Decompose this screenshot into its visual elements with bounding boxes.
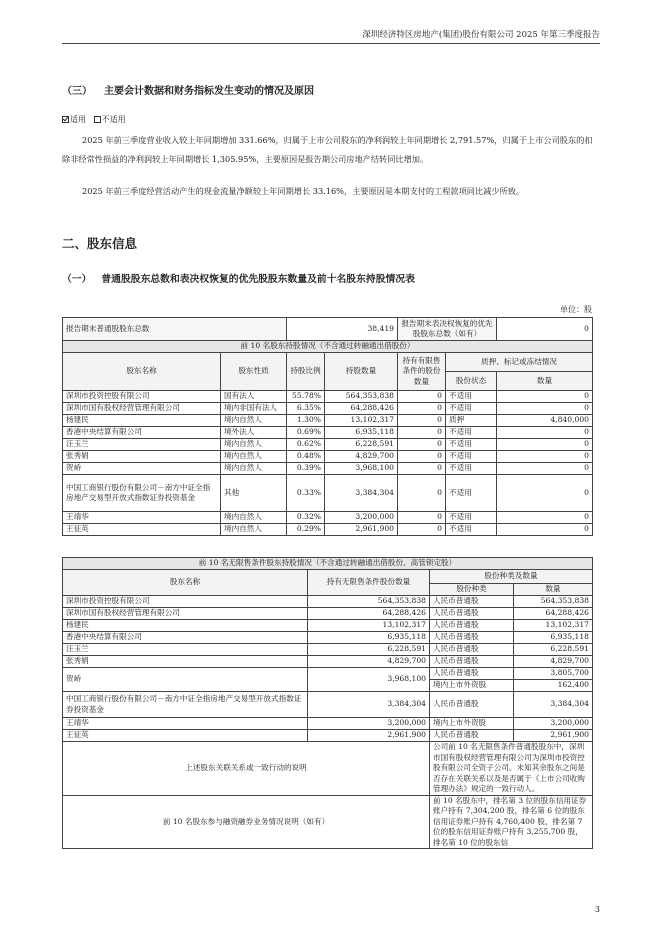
u-share-count: 564,353,838: [514, 596, 593, 608]
u-share-type: 人民币普通股: [430, 596, 514, 608]
holder-name: 杨建民: [63, 415, 221, 427]
shareholder-row: [63, 512, 593, 524]
margin-note-text: 前 10 名股东中，排名第 3 位的股东信用证券账户持有 7,304,200 股，排名第 6 位的股东信用证券账户持有 4,760,400 股，排名第 7 位的股东信用证券账户持有 3,255,700 股，排名第 10 位的股东信: [430, 795, 593, 849]
u-share-count: 3,200,000: [514, 718, 593, 730]
u-share-count: 6,935,118: [514, 632, 593, 644]
holder-pledge-count: 0: [497, 439, 593, 451]
holder-restricted: 0: [398, 403, 446, 415]
col-u-type: 股份种类: [430, 584, 514, 596]
u-holder-quantity: 3,968,100: [308, 668, 430, 692]
page-header: [62, 0, 600, 44]
holder-share-status: 不适用: [446, 475, 497, 512]
not-applicable-label: 不适用: [101, 115, 126, 124]
holder-share-status: 不适用: [446, 403, 497, 415]
u-share-count: 6,228,591: [514, 644, 593, 656]
related-note-text: 公司前 10 名无限售条件普通股股东中，深圳市国有股权经营管理有限公司为深圳市投资控股有限公司全资子公司。未知其余股东之间是否存在关联关系以及是否属于《上市公司收购管理办法》规定的一致行动人。: [430, 742, 593, 796]
u-holder-quantity: 2,961,900: [308, 730, 430, 742]
subsection-title: 普通股股东总数和表决权恢复的优先股股东数量及前十名股东持股情况表: [101, 274, 415, 285]
shareholder-row: [63, 427, 593, 439]
holder-ratio: 0.48%: [287, 451, 325, 463]
unrestricted-caption-row: [63, 558, 593, 570]
holder-name: 张秀娟: [63, 451, 221, 463]
u-share-type: 人民币普通股: [430, 632, 514, 644]
unrestricted-row: [63, 632, 593, 644]
holder-nature: 境内自然人: [221, 451, 287, 463]
holder-name: 中国工商银行股份有限公司－南方中证全指房地产交易型开放式指数证券投资基金: [63, 475, 221, 512]
u-share-type: 人民币普通股: [430, 668, 514, 680]
holder-share-status: 不适用: [446, 463, 497, 475]
u-holder-quantity: 3,200,000: [308, 718, 430, 730]
u-share-count: 3,805,700: [514, 668, 593, 680]
shareholder-row: [63, 475, 593, 512]
holder-quantity: 564,353,838: [325, 391, 398, 403]
holder-restricted: 0: [398, 391, 446, 403]
unrestricted-row: [63, 692, 593, 718]
unrestricted-row: [63, 718, 593, 730]
holder-share-status: 不适用: [446, 391, 497, 403]
u-holder-quantity: 64,288,426: [308, 608, 430, 620]
holder-restricted: 0: [398, 427, 446, 439]
shareholder-row: [63, 451, 593, 463]
unit-label: 单位：股: [560, 305, 592, 314]
u-share-count: 64,288,426: [514, 608, 593, 620]
revenue-paragraph: 2025 年前三季度营业收入较上年同期增加 331.66%，归属于上市公司股东的净利润较上年同期增长 2,791.57%，归属于上市公司股东的扣除非经常性损益的净利润较上年同期增长 1,305.95%，主要原因是报告期公司房地产结转同比增加。: [62, 135, 593, 164]
u-holder-quantity: 6,935,118: [308, 632, 430, 644]
preferred-holders-label: 报告期末表决权恢复的优先股股东总数（如有）: [398, 318, 497, 341]
shareholder-row: [63, 403, 593, 415]
u-holder-name: 香港中央结算有限公司: [63, 632, 308, 644]
shareholder-row: [63, 415, 593, 427]
unrestricted-row: [63, 668, 593, 680]
u-share-type: 人民币普通股: [430, 692, 514, 718]
col-pledge-group: 质押、标记或冻结情况: [446, 353, 593, 372]
section3-title: 主要会计数据和财务指标发生变动的情况及原因: [104, 86, 314, 97]
holder-share-status: 不适用: [446, 427, 497, 439]
holder-share-status: 不适用: [446, 451, 497, 463]
holder-quantity: 4,829,700: [325, 451, 398, 463]
holder-nature: 境内自然人: [221, 512, 287, 524]
holder-ratio: 0.69%: [287, 427, 325, 439]
holder-pledge-count: 0: [497, 391, 593, 403]
related-note-row: [63, 742, 593, 796]
section3-heading: [62, 82, 314, 97]
total-holders-label: 报告期末普通股股东总数: [63, 318, 287, 341]
top10-caption-row: [63, 341, 593, 353]
top10-caption: 前 10 名股东持股情况（不含通过转融通出借股份）: [63, 341, 593, 353]
u-holder-quantity: 564,353,838: [308, 596, 430, 608]
unrestricted-row: [63, 656, 593, 668]
unrestricted-row: [63, 644, 593, 656]
u-share-count: 2,961,900: [514, 730, 593, 742]
unrestricted-row: [63, 608, 593, 620]
col-quantity: 持股数量: [325, 353, 398, 391]
holder-restricted: 0: [398, 415, 446, 427]
shareholders-table: [62, 317, 593, 536]
u-holder-name: 汪玉兰: [63, 644, 308, 656]
holder-ratio: 0.29%: [287, 524, 325, 536]
holder-restricted: 0: [398, 524, 446, 536]
shareholder-row: [63, 391, 593, 403]
u-holder-name: 王靖华: [63, 718, 308, 730]
u-holder-quantity: 4,829,700: [308, 656, 430, 668]
holder-pledge-count: 0: [497, 403, 593, 415]
holder-quantity: 64,288,426: [325, 403, 398, 415]
holder-ratio: 55.78%: [287, 391, 325, 403]
holder-ratio: 0.32%: [287, 512, 325, 524]
holder-quantity: 3,968,100: [325, 463, 398, 475]
unrestricted-row: [63, 730, 593, 742]
u-holder-name: 王征英: [63, 730, 308, 742]
holder-restricted: 0: [398, 475, 446, 512]
holder-ratio: 6.35%: [287, 403, 325, 415]
u-share-type: 人民币普通股: [430, 608, 514, 620]
u-share-count: 3,384,304: [514, 692, 593, 718]
holder-restricted: 0: [398, 439, 446, 451]
holder-share-status: 不适用: [446, 524, 497, 536]
holder-pledge-count: 0: [497, 427, 593, 439]
holder-ratio: 0.33%: [287, 475, 325, 512]
cashflow-paragraph: 2025 年前三季度经营活动产生的现金流量净额较上年同期增长 33.16%，主要原因是本期支付的工程款项同比减少所致。: [82, 186, 525, 196]
holder-restricted: 0: [398, 512, 446, 524]
u-share-type: 境内上市外资股: [430, 718, 514, 730]
holder-name: 香港中央结算有限公司: [63, 427, 221, 439]
shareholder-row: [63, 439, 593, 451]
col-u-count: 数量: [514, 584, 593, 596]
u-holder-name: 贺峤: [63, 668, 308, 692]
u-share-type: 人民币普通股: [430, 644, 514, 656]
unrestricted-header-row: [63, 570, 593, 584]
unrestricted-caption: 前 10 名无限售条件股东持股情况（不含通过转融通出借股份、高管锁定股）: [63, 558, 593, 570]
holder-ratio: 0.39%: [287, 463, 325, 475]
col-u-quantity: 持有无限售条件股份数量: [308, 570, 430, 596]
page-number: 3: [594, 905, 600, 914]
margin-note-row: [63, 795, 593, 849]
holder-name: 贺峤: [63, 463, 221, 475]
u-share-type: 境内上市外资股: [430, 680, 514, 692]
unrestricted-table: [62, 557, 593, 849]
holder-quantity: 3,200,000: [325, 512, 398, 524]
holder-quantity: 13,102,317: [325, 415, 398, 427]
u-share-type: 人民币普通股: [430, 656, 514, 668]
col-ratio: 持股比例: [287, 353, 325, 391]
col-holder-name: 股东名称: [63, 353, 221, 391]
holder-share-status: 不适用: [446, 512, 497, 524]
col-pledge-count: 数量: [497, 372, 593, 391]
report-title: 深圳经济特区房地产(集团)股份有限公司 2025 年第三季度报告: [362, 30, 600, 40]
summary-row: [63, 318, 593, 341]
u-holder-quantity: 6,228,591: [308, 644, 430, 656]
holder-nature: 其他: [221, 475, 287, 512]
holder-nature: 境内自然人: [221, 439, 287, 451]
holder-pledge-count: 4,840,000: [497, 415, 593, 427]
u-share-count: 162,400: [514, 680, 593, 692]
subsection-number: （一）: [62, 274, 92, 285]
col-holder-nature: 股东性质: [221, 353, 287, 391]
u-holder-name: 杨建民: [63, 620, 308, 632]
col-share-status: 股份状态: [446, 372, 497, 391]
u-share-type: 人民币普通股: [430, 620, 514, 632]
preferred-holders-value: 0: [497, 318, 593, 341]
holder-pledge-count: 0: [497, 475, 593, 512]
holder-name: 深圳市国有股权经营管理有限公司: [63, 403, 221, 415]
u-holder-name: 张秀娟: [63, 656, 308, 668]
section2-title: 二、股东信息: [62, 236, 138, 251]
holder-name: 王靖华: [63, 512, 221, 524]
u-holder-name: 深圳市国有股权经营管理有限公司: [63, 608, 308, 620]
holder-name: 王征英: [63, 524, 221, 536]
holder-pledge-count: 0: [497, 524, 593, 536]
holder-quantity: 6,935,118: [325, 427, 398, 439]
unchecked-box-icon: [94, 116, 101, 123]
holder-ratio: 0.62%: [287, 439, 325, 451]
col-u-name: 股东名称: [63, 570, 308, 596]
col-u-type-group: 股份种类及数量: [430, 570, 593, 584]
unrestricted-row: [63, 596, 593, 608]
applicable-label: 适用: [70, 115, 86, 124]
holder-nature: 境内自然人: [221, 524, 287, 536]
u-holder-quantity: 13,102,317: [308, 620, 430, 632]
holder-pledge-count: 0: [497, 463, 593, 475]
related-note-label: 上述股东关联关系或一致行动的说明: [63, 742, 430, 796]
u-holder-name: 中国工商银行股份有限公司－南方中证全指房地产交易型开放式指数证券投资基金: [63, 692, 308, 718]
top10-header-row: [63, 353, 593, 372]
holder-ratio: 1.30%: [287, 415, 325, 427]
applicability-checks: [62, 114, 126, 125]
checked-box-icon: [62, 116, 69, 123]
holder-share-status: 质押: [446, 415, 497, 427]
holder-nature: 境内自然人: [221, 415, 287, 427]
holder-pledge-count: 0: [497, 512, 593, 524]
u-share-count: 13,102,317: [514, 620, 593, 632]
u-holder-name: 深圳市投资控股有限公司: [63, 596, 308, 608]
holder-nature: 境外法人: [221, 427, 287, 439]
holder-quantity: 3,384,304: [325, 475, 398, 512]
holder-nature: 境内自然人: [221, 463, 287, 475]
section2-subheading: [62, 271, 415, 285]
holder-name: 汪玉兰: [63, 439, 221, 451]
u-holder-quantity: 3,384,304: [308, 692, 430, 718]
unrestricted-row: [63, 620, 593, 632]
holder-restricted: 0: [398, 463, 446, 475]
margin-note-label: 前 10 名股东参与融资融券业务情况说明（如有）: [63, 795, 430, 849]
holder-restricted: 0: [398, 451, 446, 463]
holder-name: 深圳市投资控股有限公司: [63, 391, 221, 403]
shareholder-row: [63, 524, 593, 536]
holder-nature: 境内非国有法人: [221, 403, 287, 415]
holder-share-status: 不适用: [446, 439, 497, 451]
section3-number: （三）: [62, 86, 92, 97]
holder-pledge-count: 0: [497, 451, 593, 463]
holder-quantity: 6,228,591: [325, 439, 398, 451]
holder-quantity: 2,961,900: [325, 524, 398, 536]
total-holders-value: 38,419: [287, 318, 398, 341]
shareholder-row: [63, 463, 593, 475]
col-restricted: 持有有限售条件的股份数量: [398, 353, 446, 391]
u-share-type: 人民币普通股: [430, 730, 514, 742]
u-share-count: 4,829,700: [514, 656, 593, 668]
holder-nature: 国有法人: [221, 391, 287, 403]
